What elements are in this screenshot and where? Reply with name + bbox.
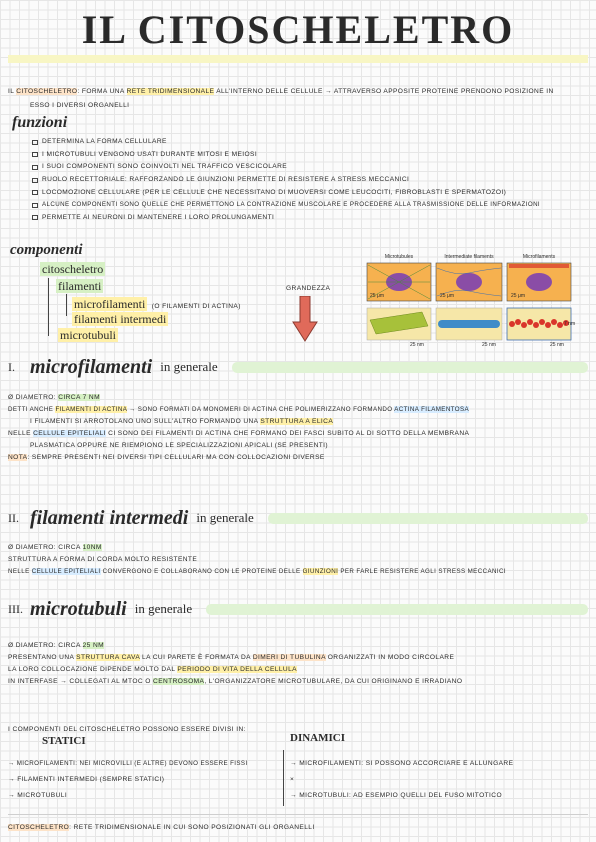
- figure-label-microfilaments: Microfilaments: [522, 254, 556, 260]
- section-1-bar: [232, 362, 588, 373]
- section-1-note: NOTA: SEMPRE PRESENTI NEI DIVERSI TIPI CELLULARI MA CON COLLOCAZIONI DIVERSE: [8, 454, 325, 461]
- checkbox-icon: [32, 165, 38, 170]
- scale-bottom-1: 25 nm: [410, 342, 424, 348]
- section-2-diameter: Ø DIAMETRO: CIRCA 10NM: [8, 544, 102, 551]
- section-1-body: [8, 392, 469, 464]
- section-3-line-3: IN INTERFASE → COLLEGATI AL MTOC O CENTROSOMA, L'ORGANIZZATORE MICROTUBULARE, DA CUI ORIGINANO E IRRADIANO: [8, 678, 463, 685]
- figure-label-microtubules: Microtubules: [384, 254, 414, 260]
- section-2-line-2: NELLE CELLULE EPITELIALI CONVERGONO E COLLABORANO CON LE PROTEINE DELLE GIUNZIONI PER FARLE RESISTERE AGLI STRESS MECCANICI: [8, 568, 506, 575]
- tree-line-main: [48, 278, 49, 336]
- section-1-line-2: I FILAMENTI SI ARROTOLANO UNO SULL'ALTRO FORMANDO UNA STRUTTURA A ELICA: [30, 418, 334, 425]
- cytoskeleton-illustration: [366, 262, 572, 354]
- side-scale-label: 7 nm: [564, 321, 576, 327]
- section-3-diameter: Ø DIAMETRO: CIRCA 25 NM: [8, 642, 105, 649]
- checkbox-icon: [32, 190, 38, 195]
- section-2-body: [8, 542, 506, 578]
- static-list: [8, 756, 248, 804]
- section-1-diameter: Ø DIAMETRO: CIRCA 7 NM: [8, 394, 100, 401]
- dynamic-item: → MICROFILAMENTI: SI POSSONO ACCORCIARE E ALLUNGARE: [290, 760, 514, 767]
- tree-filamenti: filamenti: [58, 279, 102, 293]
- section-1-title: microfilamenti: [30, 355, 153, 378]
- functions-heading: funzioni: [12, 114, 68, 131]
- static-title: STATICI: [42, 735, 86, 747]
- footer-definition: CITOSCHELETRO: RETE TRIDIMENSIONALE IN CUI SONO POSIZIONATI GLI ORGANELLI: [8, 824, 315, 831]
- section-1-line-4: PLASMATICA OPPURE NE RIEMPIONO LE SPECIALIZZAZIONI APICALI (SE PRESENTI): [30, 442, 328, 449]
- section-2-bar: [268, 513, 588, 524]
- checkbox-icon: [32, 203, 38, 208]
- tree-microtubuli: microtubuli: [60, 328, 116, 342]
- section-1-line-1: DETTI ANCHE FILAMENTI DI ACTINA → SONO FORMATI DA MONOMERI DI ACTINA CHE POLIMERIZZANO FORMANDO ACTINA FILAMENTOSA: [8, 406, 470, 413]
- intro-line-1: IL CITOSCHELETRO: FORMA UNA RETE TRIDIMENSIONALE ALL'INTERNO DELLE CELLULE → ATTRAVERSO APPOSITE PROTEINE PRENDONO POSIZIONE IN: [8, 88, 554, 95]
- scale-top-2: 25 μm: [440, 293, 454, 299]
- tree-microfilamenti-row: [72, 295, 241, 313]
- division-intro: I COMPONENTI DEL CITOSCHELETRO POSSONO ESSERE DIVISI IN:: [8, 726, 246, 733]
- cytoskeleton-figure: [366, 254, 576, 354]
- intro-line-2: ESSO I DIVERSI ORGANELLI: [30, 102, 130, 109]
- scale-top-3: 25 μm: [511, 293, 525, 299]
- checkbox-icon: [32, 215, 38, 220]
- section-2-line-1: STRUTTURA A FORMA DI CORDA MOLTO RESISTENTE: [8, 556, 198, 563]
- function-item: I MICROTUBULI VENGONO USATI DURANTE MITOSI E MEIOSI: [32, 149, 540, 162]
- scale-top-1: 25 μm: [370, 293, 384, 299]
- page-title: IL CITOSCHELETRO: [81, 7, 515, 52]
- intro-highlight: RETE TRIDIMENSIONALE: [126, 88, 215, 95]
- dynamic-list: [290, 756, 513, 804]
- section-2-title: filamenti intermedi: [30, 506, 189, 529]
- nucleus-2: [456, 273, 482, 291]
- components-heading: componenti: [10, 242, 83, 258]
- section-2-header: II. filamenti intermedi in generale: [8, 507, 588, 529]
- footer-divider: [8, 814, 588, 815]
- section-3-bar: [206, 604, 588, 615]
- functions-list: [32, 136, 540, 224]
- function-item: I SUOI COMPONENTI SONO COINVOLTI NEL TRAFFICO VESCICOLARE: [32, 161, 540, 174]
- section-1-line-3: NELLE CELLULE EPITELIALI CI SONO DEI FILAMENTI DI ACTINA CHE FORMANO DEI FASCI SUBITO AL DI SOTTO DELLA MEMBRANA: [8, 430, 470, 437]
- checkbox-icon: [32, 140, 38, 145]
- nucleus-3: [526, 273, 552, 291]
- keratin-rope: [438, 320, 500, 328]
- tree-microfilamenti: microfilamenti: [74, 297, 146, 311]
- section-3-line-2: LA LORO COLLOCAZIONE DIPENDE MOLTO DAL PERIODO DI VITA DELLA CELLULA: [8, 666, 297, 673]
- actin-cortex: [509, 264, 569, 268]
- division-separator: [283, 750, 284, 806]
- tree-microfilamenti-note: (O FILAMENTI DI ACTINA): [151, 303, 241, 310]
- checkbox-icon: [32, 178, 38, 183]
- scale-bottom-3: 25 nm: [550, 342, 564, 348]
- size-arrow-icon: [292, 296, 318, 342]
- section-1-header: I. microfilamenti in generale: [8, 356, 588, 378]
- scale-bottom-2: 25 nm: [482, 342, 496, 348]
- title-highlight: [8, 55, 588, 63]
- dynamic-item: → MICROTUBULI: AD ESEMPIO QUELLI DEL FUSO MITOTICO: [290, 792, 502, 799]
- function-item: LOCOMOZIONE CELLULARE (PER LE CELLULE CHE NECESSITANO DI MUOVERSI COME LEUCOCITI, FIBROBLASTI E SPERMATOZOI): [32, 186, 540, 199]
- checkbox-icon: [32, 152, 38, 157]
- function-item: ALCUNE COMPONENTI SONO QUELLE CHE PERMETTONO LA CONTRAZIONE MUSCOLARE E PROCEDERE ALLA TRASMISSIONE DELLE INFORMAZIONI: [32, 199, 540, 212]
- tree-line-sub: [66, 294, 67, 316]
- tree-filamenti-intermedi: filamenti intermedi: [74, 312, 167, 326]
- section-3-body: [8, 640, 462, 688]
- static-item: → MICROFILAMENTI: NEI MICROVILLI (E ALTRE) DEVONO ESSERE FISSI: [8, 760, 248, 767]
- section-3-line-1: PRESENTANO UNA STRUTTURA CAVA LA CUI PARETE È FORMATA DA DIMERI DI TUBULINA ORGANIZZATI IN MODO CIRCOLARE: [8, 654, 455, 661]
- function-item: DETERMINA LA FORMA CELLULARE: [32, 136, 540, 149]
- size-label: GRANDEZZA: [286, 285, 331, 292]
- dynamic-item: ×: [290, 776, 295, 783]
- function-item: RUOLO RECETTORIALE: RAFFORZANDO LE GIUNZIONI PERMETTE DI RESISTERE A STRESS MECCANICI: [32, 174, 540, 187]
- footer-term: CITOSCHELETRO: [8, 824, 70, 831]
- section-3-header: III. microtubuli in generale: [8, 598, 588, 620]
- function-item: PERMETTE AI NEURONI DI MANTENERE I LORO PROLUNGAMENTI: [32, 212, 540, 225]
- static-item: → FILAMENTI INTERMEDI (SEMPRE STATICI): [8, 776, 165, 783]
- tree-root: citoscheletro: [42, 262, 104, 276]
- static-item: → MICROTUBULI: [8, 792, 68, 799]
- figure-label-intermediate: Intermediate filaments: [444, 254, 494, 260]
- dynamic-title: DINAMICI: [290, 732, 345, 744]
- intro-term: CITOSCHELETRO: [16, 88, 78, 95]
- section-3-title: microtubuli: [30, 597, 127, 620]
